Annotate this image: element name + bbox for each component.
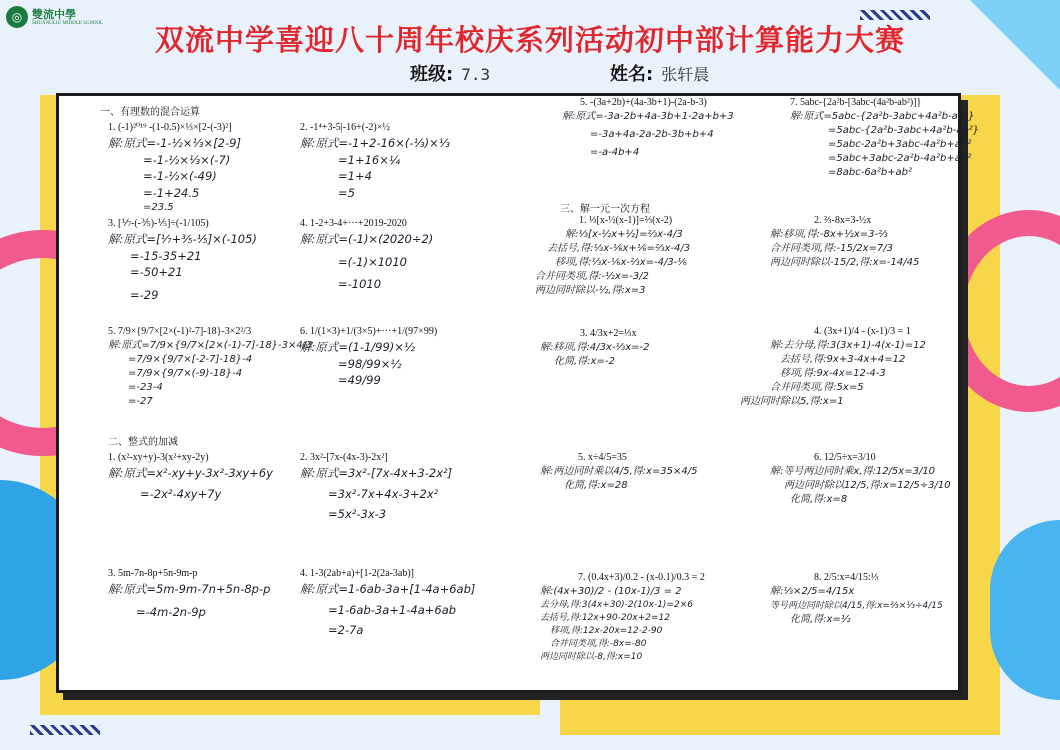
problem: [540, 452, 698, 493]
solution-line: 解:原式=5abc-{2a²b-3abc+4a²b-ab²}: [790, 111, 975, 122]
name-label: 姓名:: [610, 64, 654, 85]
problem: [300, 218, 433, 293]
solution-line: =5abc-2a²b+3abc-4a²b+ab²: [828, 139, 972, 150]
solution-line: =1-6ab-3a+1-4a+6ab: [328, 602, 457, 617]
problem-question: 3. 4/3x+2=⅓x: [580, 328, 637, 339]
solution-line: 解:原式=-1-½×⅓×[2-9]: [108, 136, 241, 150]
school-emblem-icon: ◎: [6, 6, 28, 28]
solution-line: =5abc+3abc-2a²b-4a²b+ab²: [828, 153, 972, 164]
solution-line: =49/99: [338, 373, 381, 387]
solution-line: 等号两边同时除以4/15,得:x=⅔×⅓÷4/15: [770, 601, 943, 611]
solution-line: =1+4: [338, 169, 372, 183]
solution-line: =1+16×¼: [338, 152, 401, 167]
solution-line: 合并同类项,得:-8x=-80: [550, 639, 647, 649]
problem-solution: [535, 228, 690, 298]
solution-line: 两边同时除以-½,得:x=3: [535, 285, 646, 296]
solution-line: 解:去分母,得:3(3x+1)-4(x-1)=12: [770, 340, 926, 351]
solution-line: 合并同类项,得:-½x=-3/2: [535, 271, 649, 282]
solution-line: 解:⅓[x-½x+½]=⅔x-4/3: [565, 229, 683, 240]
solution-line: 合并同类项,得:5x=5: [770, 382, 864, 393]
solution-line: 解:原式=-1+2-16×(-⅓)×⅓: [300, 136, 450, 150]
solution-line: 移项,得:⅓x-⅙x-⅔x=-4/3-⅙: [555, 257, 687, 268]
problem: [535, 215, 690, 298]
solution-line: 两边同时除以12/5,得:x=12/5÷3/10: [784, 480, 951, 491]
problem-solution: [108, 465, 273, 502]
solution-line: 解:(4x+30)/2 - (10x-1)/3 = 2: [540, 586, 682, 597]
problem-question: 1. ⅓[x-½(x-1)]=⅔(x-2): [579, 215, 673, 226]
solution-line: 化简,得:x=28: [564, 480, 628, 491]
solution-line: =-1+24.5: [143, 185, 200, 200]
problem-question: 6. 1/(1×3)+1/(3×5)+···+1/(97×99): [300, 326, 438, 337]
problem-question: 4. 1-3(2ab+a)+[1-2(2a-3ab)]: [300, 568, 415, 579]
solution-line: 解:原式=-3a-2b+4a-3b+1-2a+b+3: [562, 111, 734, 122]
problem-question: 5. -(3a+2b)+(4a-3b+1)-(2a-b-3): [580, 97, 707, 108]
problem-question: 7. 5abc-{2a²b-[3abc-(4a²b-ab²)]}: [790, 97, 922, 108]
problem: [108, 122, 241, 215]
name-value: 张轩晨: [661, 65, 710, 84]
solution-line: =3x²-7x+4x-3+2x²: [328, 486, 439, 501]
solution-line: =5abc-{2a²b-3abc+4a²b-ab²}: [828, 125, 980, 136]
problem: [790, 97, 979, 180]
solution-line: =-29: [130, 287, 159, 302]
problem-question: 1. (x²-xy+y)-3(x²+xy-2y): [108, 452, 209, 463]
problem-question: 5. x÷4/5=35: [578, 452, 627, 463]
problem: [770, 215, 919, 270]
solution-line: 解:移项,得:-8x+½x=3-⅔: [770, 229, 888, 240]
solution-line: =-15-35+21: [130, 248, 202, 263]
problem: [108, 452, 273, 502]
blue-shape-decoration: [990, 520, 1060, 700]
problem: [108, 568, 270, 620]
solution-line: 解:原式=3x²-[7x-4x+3-2x²]: [300, 466, 453, 480]
solution-line: 两边同时除以-8,得:x=10: [540, 652, 643, 662]
solution-line: 化简,得:x=8: [790, 494, 848, 505]
problem-solution: [770, 585, 943, 627]
solution-line: 移项,得:12x-20x=12-2-90: [550, 626, 663, 636]
problem: [770, 452, 951, 507]
class-label: 班级:: [410, 64, 454, 85]
problem-question: 3. [⅐-(-⅗)-⅕]÷(-1/105): [108, 218, 209, 229]
solution-line: =-23-4: [128, 382, 163, 393]
problem-question: 2. 3x²-[7x-(4x-3)-2x²]: [300, 452, 388, 463]
solution-line: 解:原式=(-1)×(2020÷2): [300, 232, 434, 246]
problem: [540, 328, 650, 369]
solution-line: =23.5: [143, 202, 174, 213]
section-heading: 一、有理数的混合运算: [100, 107, 200, 118]
solution-line: 解:原式=5m-9m-7n+5n-8p-p: [108, 582, 271, 596]
solution-line: 化简,得:x=½: [790, 614, 851, 625]
problem-question: 2. -1⁴+3-5|-16+(-2)×½: [300, 122, 390, 133]
solution-line: 解:原式=1-6ab-3a+[1-4a+6ab]: [300, 582, 476, 596]
solution-line: 去括号,得:⅓x-⅙x+⅙=⅔x-4/3: [547, 243, 691, 254]
problem-question: 6. 12/5÷x=3/10: [814, 452, 876, 463]
solution-line: 解:原式=(1-1/99)×½: [300, 340, 416, 354]
problem: [300, 568, 475, 639]
solution-line: 化简,得:x=-2: [554, 356, 615, 367]
problem-solution: [108, 339, 312, 409]
solution-line: 两边同时除以-15/2,得:x=-14/45: [770, 257, 920, 268]
solution-line: 解:原式=7/9×{9/7×[2×(-1)-7]-18}-3×4/3: [108, 340, 313, 351]
problem-solution: [300, 465, 452, 523]
solution-line: =-1-½×⅓×(-7): [143, 152, 231, 167]
solution-line: =8abc-6a²b+ab²: [828, 167, 913, 178]
solution-line: =-3a+4a-2a-2b-3b+b+4: [590, 129, 714, 140]
problem: [108, 218, 257, 303]
solution-line: 去分母,得:3(4x+30)-2(10x-1)=2×6: [540, 600, 693, 610]
solution-line: 合并同类项,得:-15/2x=7/3: [770, 243, 894, 254]
solution-line: =-a-4b+4: [590, 147, 640, 158]
problem-solution: [540, 585, 705, 664]
solution-line: =-1-½×(-49): [143, 169, 217, 183]
problem: [740, 326, 926, 409]
solution-line: =-2x²-4xy+7y: [140, 486, 222, 501]
problem-solution: [540, 341, 650, 369]
problem: [540, 572, 705, 664]
problem-solution: [108, 231, 257, 303]
solution-line: =-50+21: [130, 265, 183, 279]
solution-line: 去括号,得:12x+90-20x+2=12: [540, 613, 670, 623]
solution-line: 解:原式=[⅐+⅗-⅕]×(-105): [108, 232, 257, 246]
section-heading: 三、解一元一次方程: [560, 204, 650, 215]
problem-solution: [300, 339, 437, 389]
class-value: 7.3: [461, 65, 491, 84]
solution-line: =7/9×{9/7×(-9)-18}-4: [128, 368, 243, 379]
class-field: [410, 60, 490, 86]
solution-line: 解:⅓×2/5=4/15x: [770, 586, 855, 597]
problem-solution: [740, 339, 926, 409]
solution-line: 解:两边同时乘以4/5,得:x=35×4/5: [540, 466, 698, 477]
problem: [562, 97, 734, 160]
solution-line: =5: [338, 185, 355, 200]
problem-question: 5. 7/9×{9/7×[2×(-1)²-7]-18}-3×2²/3: [108, 326, 252, 337]
solution-line: 解:移项,得:4/3x-⅓x=-2: [540, 342, 650, 353]
solution-line: 去括号,得:9x+3-4x+4=12: [780, 354, 906, 365]
problem-solution: [790, 110, 979, 180]
problem-solution: [770, 465, 951, 507]
solution-line: =-27: [128, 396, 153, 407]
problem-solution: [108, 135, 241, 215]
solution-line: =2-7a: [328, 623, 364, 637]
solution-line: 移项,得:9x-4x=12-4-3: [780, 368, 886, 379]
problem: [300, 122, 450, 201]
problem-solution: [562, 110, 734, 160]
solution-line: 两边同时除以5,得:x=1: [740, 396, 844, 407]
problem: [108, 326, 312, 409]
solution-line: =(-1)×1010: [338, 254, 407, 269]
problem-question: 7. (0.4x+3)/0.2 - (x-0.1)/0.3 = 2: [578, 572, 705, 583]
solution-line: 解:等号两边同时乘x,得:12/5x=3/10: [770, 466, 936, 477]
problem-solution: [540, 465, 698, 493]
problem-question: 4. (3x+1)/4 - (x-1)/3 = 1: [814, 326, 911, 337]
solution-line: =5x²-3x-3: [328, 507, 387, 521]
solution-line: =7/9×{9/7×[-2-7]-18}-4: [128, 354, 253, 365]
solution-line: =98/99×½: [338, 356, 402, 371]
problem: [300, 452, 452, 523]
problem-solution: [300, 135, 450, 201]
problem-question: 4. 1-2+3-4+···+2019-2020: [300, 218, 407, 229]
solution-line: =-4m-2n-9p: [136, 604, 206, 619]
problem-question: 2. ⅔-8x=3-½x: [814, 215, 872, 226]
section-heading: 二、整式的加减: [108, 437, 178, 448]
problem-solution: [770, 228, 919, 270]
problem-question: 8. 2/5:x=4/15:⅓: [814, 572, 879, 583]
problem-question: 3. 5m-7n-8p+5n-9m-p: [108, 568, 198, 579]
problem-solution: [300, 581, 475, 639]
problem: [300, 326, 437, 389]
problem-solution: [300, 231, 433, 293]
solution-line: 解:原式=x²-xy+y-3x²-3xy+6y: [108, 466, 273, 480]
problem: [770, 572, 943, 627]
stripe-decoration: [30, 725, 100, 735]
problem-solution: [108, 581, 270, 620]
logo-name: 雙流中學: [32, 8, 76, 21]
problem-question: 1. (-1)²⁰¹⁹ -(1-0.5)×⅓×[2-(-3)²]: [108, 122, 232, 133]
page-title: 双流中学喜迎八十周年校庆系列活动初中部计算能力大赛: [154, 23, 905, 57]
logo-subtitle: SHUANGLIU MIDDLE SCHOOL: [32, 20, 104, 26]
name-field: [610, 60, 709, 86]
solution-line: =-1010: [338, 277, 382, 291]
